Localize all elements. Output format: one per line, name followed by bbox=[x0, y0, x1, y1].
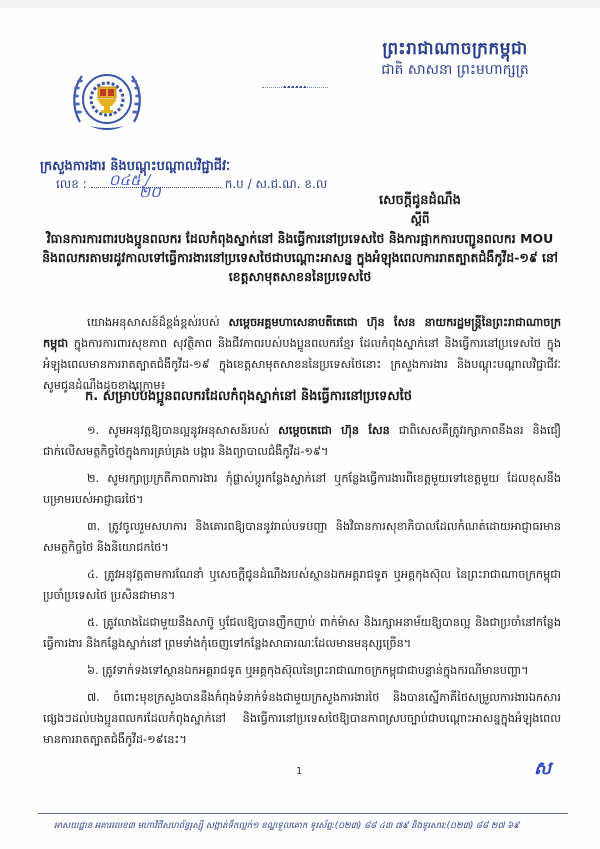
ministry-of-labour-emblem-icon bbox=[70, 64, 144, 138]
list-item bbox=[43, 660, 561, 681]
ministry-name: ក្រសួងការងារ និងបណ្តុះបណ្តាលវិជ្ជាជីវៈ bbox=[40, 159, 231, 174]
item-number: ២. bbox=[87, 472, 100, 485]
item-number: ៥. bbox=[87, 616, 99, 629]
scan-top-edge bbox=[0, 0, 600, 8]
item-text: ត្រូវចូលរួមសហការ និងគោរពឱ្យបាននូវរាល់បទបញ្ជា និងវិធានការសុខាភិបាលដែលកំណត់ដោយអាជ្ញាធរមានសមត្ថកិច្ចថៃ និងនិយោជកថៃ។ bbox=[43, 520, 561, 554]
intro-text-start: យោងអនុសាសន៍ដ៏ខ្ពង់ខ្ពស់របស់ bbox=[87, 316, 229, 329]
notice-title: សេចក្តីជូនដំណឹង bbox=[379, 193, 461, 208]
item-number: ៣. bbox=[87, 520, 101, 533]
list-item bbox=[43, 516, 561, 558]
handwritten-initials: ស bbox=[534, 758, 552, 779]
item-text: សូមរក្សាប្រក្រតីភាពការងារ កុំផ្លាស់ប្តូរកន្លែងស្នាក់នៅ ឬកន្លែងធ្វើការងារពីខេត្តមួយទៅខេត្តមួយ ដែលខុសនឹងបម្រាមរបស់អាជ្ញាធរថៃ។ bbox=[43, 472, 561, 506]
reference-number-field bbox=[91, 171, 221, 201]
item-text: ត្រូវលាងដៃជាមួយនឹងសាប៊ូ ឬជែលឱ្យបានញឹកញាប់ ពាក់ម៉ាស និងរក្សាអនាម័យឱ្យបានល្អ និងជាប្រចាំនៅកន្លែងធ្វើការងារ និងកន្លែងស្នាក់នៅ ព្រមទាំងកុំចេញទៅកន្លែងសាធារណៈដែលមានមនុស្សច្រើន។ bbox=[43, 616, 561, 650]
footer-address: អាសយដ្ឋាន អគារលេខ៣ មហាវិថីសហព័ន្ធរុស្ស៊ី សង្កាត់ទឹកល្អក់១ ខណ្ឌទួលគោក ទូរស័ព្ទ:(០២៣) ៨៨ ៤៣ ៧៩ និងទូរសារ:(០២៣) ៨៨ ២៧ ៦៩ bbox=[54, 821, 520, 831]
header-ornament-divider bbox=[262, 87, 328, 91]
page-number: 1 bbox=[296, 766, 303, 777]
footer-divider bbox=[38, 813, 568, 814]
list-item bbox=[43, 687, 561, 750]
handwritten-reference-number: ០៤៥ / bbox=[108, 171, 151, 189]
intro-paragraph bbox=[43, 312, 561, 396]
notice-about-label: ស្តីពី bbox=[410, 212, 430, 226]
item-number: ៦. bbox=[87, 664, 99, 677]
section-a-heading: ក. សម្រាប់បងប្អូនពលករដែលកំពុងស្នាក់នៅ និងធ្វើការនៅប្រទេសថៃ bbox=[85, 389, 413, 404]
list-item bbox=[43, 564, 561, 606]
item-text: ត្រូវអនុវត្តតាមការណែនាំ ឬសេចក្តីជូនដំណឹងរបស់ស្ថានឯកអគ្គរាជទូត ឬអគ្គកុងស៊ុល នៃព្រះរាជាណាចក្រកម្ពុជាប្រចាំប្រទេសថៃ ប្រសិនជាមាន។ bbox=[43, 568, 561, 602]
item-text: ត្រូវទាក់ទងទៅស្ថានឯកអគ្គរាជទូត ឬអគ្គកុងស៊ុលនៃព្រះរាជាណាចក្រកម្ពុជាជាបន្ទាន់ក្នុងករណីមានបញ្ហា។ bbox=[98, 664, 529, 677]
kingdom-motto: ជាតិ សាសនា ព្រះមហាក្សត្រ bbox=[381, 62, 529, 78]
section-a-items bbox=[43, 420, 561, 756]
intro-bold-name: សម្តេចអគ្គមហាសេនាបតីតេជោ ហ៊ុន សែន នាយករដ្ឋមន្ត្រីនៃព្រះរាជាណាចក្រកម្ពុជា bbox=[43, 316, 561, 350]
item-number: ៤. bbox=[87, 568, 99, 581]
kingdom-title: ព្រះរាជាណាចក្រកម្ពុជា bbox=[382, 39, 528, 59]
list-item bbox=[43, 420, 561, 462]
list-item bbox=[43, 612, 561, 654]
notice-subject: វិធានការការពារបងប្អូនពលករ ដែលកំពុងស្នាក់នៅ និងធ្វើការនៅប្រទេសថៃ និងការផ្អាកការបញ្ជូនពលករ MOU និងពលករតាមរដូវកាលទៅធ្វើការងារនៅប្រទេសថៃជាបណ្តោះអាសន្ន ក្នុងអំឡុងពេលការរាតត្បាតជំងឺកូវីដ-១៩ នៅខេត្តសាមុតសាខននៃប្រទេសថៃ bbox=[42, 231, 558, 284]
item-number: ៧. bbox=[87, 691, 100, 704]
item-text-end: ជាពិសេសគឺត្រូវរក្សាភាពនឹងនរ និងជឿជាក់លើសមត្ថកិច្ចថៃក្នុងការគ្រប់គ្រង បង្ការ និងព្យាបាលជំងឺកូវីដ-១៩។ bbox=[43, 424, 562, 458]
item-number: ១. bbox=[87, 424, 100, 437]
item-bold-text: សម្តេចតេជោ ហ៊ុន សែន bbox=[278, 424, 390, 437]
list-item bbox=[43, 468, 561, 510]
reference-suffix: ក.ប / ស.ជ.ណ. ខ.ល bbox=[224, 177, 328, 191]
reference-label: លេខ : bbox=[56, 177, 87, 191]
intro-text-end: ក្នុងការការពារសុខភាព សុវត្ថិភាព និងជីវភាពរបស់បងប្អូនពលករខ្មែរ ដែលកំពុងស្នាក់នៅ និងធ្វើការនៅប្រទេសថៃ ក្នុងអំឡុងពេលមានការរាតត្បាតជំងឺកូវីដ-១៩ ក្នុងខេត្តសាមុតសាខននៃប្រទេសថៃនោះ ក្រសួងការងារ និងបណ្តុះបណ្តាលវិជ្ជាជីវៈ សូមជូនដំណឹងដូចខាងក្រោម៖ bbox=[43, 337, 561, 392]
item-text: សូមអនុវត្តឱ្យបានល្អនូវអនុសាសន៍របស់ bbox=[99, 424, 279, 437]
item-text: ចំពោះមុខក្រសួងបាននឹងកំពុងទំនាក់ទំនងជាមួយក្រសួងការងារថៃ និងបានស្នើភាគីថៃសម្រួលការងារឯកសារផ្សេងៗដល់បងប្អូនពលករដែលកំពុងស្នាក់នៅ និងធ្វើការនៅប្រទេសថៃឱ្យបានភាពស្របច្បាប់ជាបណ្តោះអាសន្នក្នុងអំឡុងពេលមានការរាតត្បាតជំងឺកូវីដ-១៩នេះ។ bbox=[43, 691, 561, 746]
handwritten-reference-year: ២០ bbox=[138, 183, 161, 201]
